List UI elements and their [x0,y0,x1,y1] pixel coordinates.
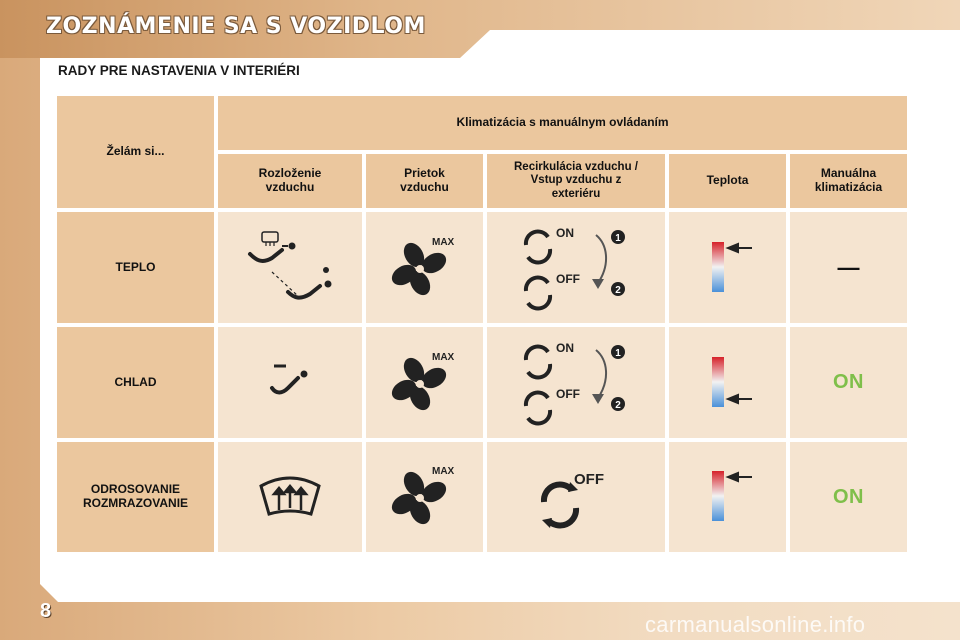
page-number: 8 [40,600,52,622]
row-label: CHLAD [114,374,157,389]
recirculation-cell [487,327,665,438]
row-label-cell [57,442,214,552]
recirc-off-label: OFF [574,471,604,488]
recirculation-off-icon [526,462,626,532]
fan-max-icon [390,462,460,532]
fan-max-label: MAX [431,236,454,248]
distribution-cell [218,327,362,438]
temperature-gauge-hot-icon [698,238,758,298]
recirc-on-label: ON [556,340,574,355]
page-title: ZOZNÁMENIE SA S VOZIDLOM [46,14,426,39]
manual-ac-cell [790,327,907,438]
fan-max-label: MAX [431,351,454,363]
face-airflow-icon [260,358,320,408]
manual-ac-value: — [837,254,860,280]
recirc-off-label: OFF [556,271,580,286]
column-header-temperature [669,154,786,208]
row-label-cell [57,327,214,438]
recirculation-cell [487,212,665,323]
column-header-label: Rozloženie vzduchu [258,166,322,194]
column-header-manual-ac [790,154,907,208]
column-header-flow [366,154,483,208]
column-header-label: Prietok vzduchu [400,166,449,194]
flow-cell [366,327,483,438]
recirculation-on-off-icon [516,223,636,313]
corner-label-cell [57,96,214,208]
section-title: RADY PRE NASTAVENIA V INTERIÉRI [58,63,300,78]
distribution-cell [218,442,362,552]
fan-max-icon [390,233,460,303]
manual-ac-on-label: ON [833,371,864,393]
fan-max-label: MAX [431,466,454,477]
column-header-distribution [218,154,362,208]
distribution-cell [218,212,362,323]
column-header-recirculation [487,154,665,208]
group-header-cell [218,96,907,150]
recirculation-cell [487,442,665,552]
step-two-label: 2 [615,399,621,411]
column-header-label: Manuálna klimatizácia [814,166,883,194]
group-header: Klimatizácia s manuálnym ovládaním [456,115,669,130]
row-label-cell [57,212,214,323]
feet-and-windscreen-airflow-icon [240,228,340,308]
manual-ac-cell [790,442,907,552]
row-label: TEPLO [115,259,156,274]
temperature-gauge-hot-icon [698,467,758,527]
step-two-label: 2 [615,284,621,296]
flow-cell [366,212,483,323]
corner-label: Želám si... [106,144,165,159]
manual-ac-on-label: ON [833,485,864,508]
recirc-on-label: ON [556,225,574,240]
recirc-off-label: OFF [556,386,580,401]
fan-max-icon [390,348,460,418]
temperature-cell [669,212,786,323]
temperature-cell [669,442,786,552]
flow-cell [366,442,483,552]
temperature-gauge-cold-icon [698,353,758,413]
column-header-label: Teplota [706,173,749,188]
temperature-cell [669,327,786,438]
recirculation-on-off-icon [516,338,636,428]
step-one-label: 1 [615,232,621,244]
step-one-label: 1 [615,347,621,359]
windscreen-defrost-icon [255,472,325,522]
column-header-label: Recirkulácia vzduchu / Vstup vzduchu z exteriéru [514,161,638,200]
row-label: ODROSOVANIE ROZMRAZOVANIE [82,482,189,510]
watermark: carmanualsonline.info [645,612,866,637]
settings-table [57,96,903,550]
manual-ac-cell [790,212,907,323]
